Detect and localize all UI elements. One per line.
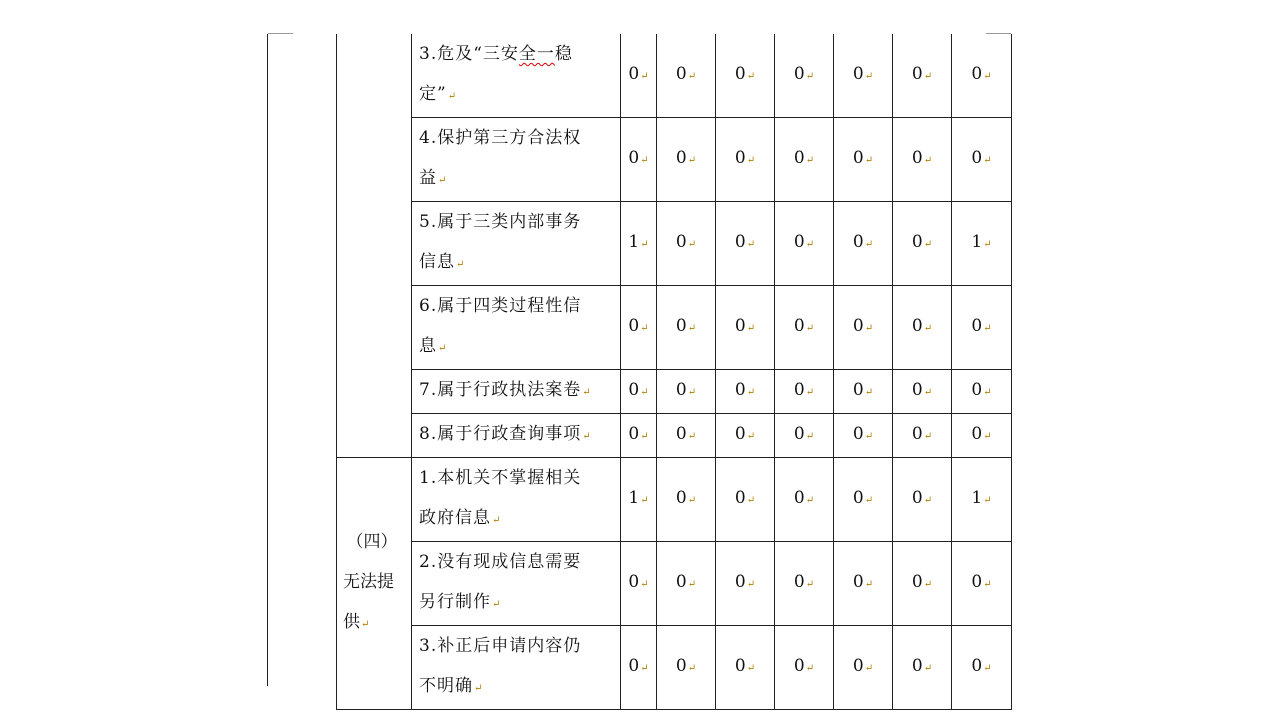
item-label-line1: 4.保护第三方合法权 (419, 128, 582, 148)
value-text: 0 (852, 148, 864, 168)
value-text: 0 (852, 64, 864, 84)
value-text: 0 (734, 656, 746, 676)
paragraph-mark: ↵ (805, 239, 815, 250)
item-label-cell (412, 286, 621, 370)
paragraph-mark: ↵ (805, 663, 815, 674)
paragraph-mark: ↵ (456, 259, 466, 270)
item-label-line2: 政府信息↵ (419, 508, 502, 528)
paragraph-mark: ↵ (923, 239, 933, 250)
paragraph-mark: ↵ (805, 387, 815, 398)
paragraph-mark: ↵ (640, 155, 649, 166)
paragraph-mark: ↵ (640, 431, 649, 442)
value-cell (657, 34, 716, 118)
value-cell (834, 458, 893, 542)
value-text: 0 (628, 572, 640, 592)
value-text: 0 (793, 380, 805, 400)
value-text: 0 (628, 424, 640, 444)
value-cell (775, 542, 834, 626)
value-text: 0 (675, 656, 687, 676)
value-text: 1 (628, 488, 640, 508)
paragraph-mark: ↵ (640, 239, 649, 250)
value-cell (893, 202, 952, 286)
item-label-line1: 8.属于行政查询事项↵ (419, 424, 592, 444)
paragraph-mark: ↵ (687, 239, 697, 250)
value-text: 0 (675, 232, 687, 252)
value-cell (716, 370, 775, 414)
value-cell (893, 626, 952, 710)
paragraph-mark: ↵ (864, 663, 874, 674)
value-cell (657, 286, 716, 370)
value-text: 0 (734, 572, 746, 592)
item-label-line1: 6.属于四类过程性信 (419, 296, 582, 316)
value-text: 0 (911, 232, 923, 252)
value-cell (834, 118, 893, 202)
value-text: 0 (675, 148, 687, 168)
value-text: 0 (971, 316, 983, 336)
paragraph-mark: ↵ (864, 495, 874, 506)
group-cell-continued (337, 34, 412, 458)
value-cell (775, 118, 834, 202)
item-label-cell (412, 458, 621, 542)
table-row (337, 626, 1012, 710)
value-cell (834, 286, 893, 370)
value-text: 0 (675, 488, 687, 508)
paragraph-mark: ↵ (805, 155, 815, 166)
value-text: 0 (911, 148, 923, 168)
value-cell (621, 542, 657, 626)
value-cell (716, 542, 775, 626)
paragraph-mark: ↵ (746, 495, 756, 506)
value-cell (775, 202, 834, 286)
item-label-cell (412, 34, 621, 118)
paragraph-mark: ↵ (983, 431, 992, 442)
value-cell (775, 286, 834, 370)
item-label-cell (412, 626, 621, 710)
value-text: 0 (971, 64, 983, 84)
paragraph-mark: ↵ (864, 323, 874, 334)
value-cell (952, 202, 1012, 286)
value-text: 0 (675, 424, 687, 444)
paragraph-mark: ↵ (438, 343, 448, 354)
value-cell (893, 118, 952, 202)
paragraph-mark: ↵ (923, 579, 933, 590)
value-cell (657, 202, 716, 286)
value-text: 0 (852, 380, 864, 400)
margin-mark-top-left (268, 33, 293, 34)
value-text: 0 (971, 148, 983, 168)
value-cell (775, 414, 834, 458)
value-text: 0 (734, 64, 746, 84)
paragraph-mark: ↵ (687, 323, 697, 334)
item-label-cell (412, 542, 621, 626)
value-cell (775, 370, 834, 414)
value-text: 0 (793, 424, 805, 444)
table-row (337, 286, 1012, 370)
value-text: 0 (911, 316, 923, 336)
value-text: 0 (852, 488, 864, 508)
value-text: 0 (675, 572, 687, 592)
value-cell (657, 458, 716, 542)
value-cell (657, 370, 716, 414)
value-cell (893, 458, 952, 542)
value-text: 0 (971, 572, 983, 592)
paragraph-mark: ↵ (640, 495, 649, 506)
paragraph-mark: ↵ (983, 239, 992, 250)
value-text: 0 (628, 64, 640, 84)
paragraph-mark: ↵ (640, 323, 649, 334)
paragraph-mark: ↵ (746, 663, 756, 674)
table-row (337, 542, 1012, 626)
item-label-line1: 5.属于三类内部事务 (419, 212, 582, 232)
paragraph-mark: ↵ (864, 431, 874, 442)
item-label-line2: 息↵ (419, 336, 448, 356)
value-cell (952, 118, 1012, 202)
value-cell (893, 370, 952, 414)
item-label-line1: 1.本机关不掌握相关 (419, 468, 582, 488)
item-label-line2: 益↵ (419, 168, 448, 188)
value-cell (716, 118, 775, 202)
value-text: 0 (628, 656, 640, 676)
value-text: 0 (734, 232, 746, 252)
item-label-line2: 定”↵ (419, 84, 458, 104)
paragraph-mark: ↵ (983, 387, 992, 398)
value-text: 0 (734, 424, 746, 444)
value-text: 0 (911, 424, 923, 444)
paragraph-mark: ↵ (864, 155, 874, 166)
paragraph-mark: ↵ (805, 71, 815, 82)
paragraph-mark: ↵ (923, 495, 933, 506)
paragraph-mark: ↵ (923, 155, 933, 166)
item-label-line2: 信息↵ (419, 252, 466, 272)
value-text: 0 (793, 148, 805, 168)
value-text: 0 (911, 488, 923, 508)
value-cell (716, 202, 775, 286)
paragraph-mark: ↵ (805, 495, 815, 506)
statistics-table (336, 34, 1012, 710)
value-cell (834, 626, 893, 710)
value-text: 0 (852, 656, 864, 676)
value-cell (775, 626, 834, 710)
group-label-line3: 供↵ (343, 612, 370, 632)
paragraph-mark: ↵ (640, 663, 649, 674)
paragraph-mark: ↵ (746, 579, 756, 590)
paragraph-mark: ↵ (492, 515, 502, 526)
value-text: 0 (734, 380, 746, 400)
value-cell (657, 542, 716, 626)
item-label-line2: 另行制作↵ (419, 592, 502, 612)
item-label-line1: 7.属于行政执法案卷↵ (419, 380, 592, 400)
value-cell (657, 118, 716, 202)
paragraph-mark: ↵ (805, 431, 815, 442)
value-text: 0 (793, 656, 805, 676)
value-text: 0 (628, 316, 640, 336)
value-cell (834, 202, 893, 286)
paragraph-mark: ↵ (640, 387, 649, 398)
paragraph-mark: ↵ (983, 663, 992, 674)
paragraph-mark: ↵ (923, 431, 933, 442)
paragraph-mark: ↵ (983, 71, 992, 82)
value-cell (716, 626, 775, 710)
table-row (337, 458, 1012, 542)
paragraph-mark: ↵ (983, 579, 992, 590)
paragraph-mark: ↵ (864, 71, 874, 82)
paragraph-mark: ↵ (687, 431, 697, 442)
paragraph-mark: ↵ (864, 387, 874, 398)
value-text: 0 (852, 316, 864, 336)
value-text: 0 (675, 380, 687, 400)
group-cell-unable-to-provide (337, 458, 412, 710)
paragraph-mark: ↵ (687, 495, 697, 506)
value-cell (621, 34, 657, 118)
value-text: 0 (852, 572, 864, 592)
value-text: 0 (675, 64, 687, 84)
paragraph-mark: ↵ (864, 239, 874, 250)
paragraph-mark: ↵ (438, 175, 448, 186)
paragraph-mark: ↵ (582, 431, 592, 442)
group-label-line2: 无法提 (343, 572, 394, 592)
item-label-line2: 不明确↵ (419, 676, 484, 696)
paragraph-mark: ↵ (923, 71, 933, 82)
group-label-line1: （四） (346, 532, 398, 552)
paragraph-mark: ↵ (805, 323, 815, 334)
value-cell (716, 458, 775, 542)
item-label-line1: 3.危及“三安全一稳 (419, 44, 573, 64)
item-label-cell (412, 370, 621, 414)
value-text: 0 (852, 424, 864, 444)
paragraph-mark: ↵ (864, 579, 874, 590)
paragraph-mark: ↵ (582, 387, 592, 398)
item-label-line1: 2.没有现成信息需要 (419, 552, 582, 572)
table-row (337, 202, 1012, 286)
spellcheck-underline: 全一 (518, 44, 555, 64)
value-cell (621, 202, 657, 286)
value-text: 1 (971, 488, 983, 508)
value-cell (621, 626, 657, 710)
value-cell (716, 414, 775, 458)
paragraph-mark: ↵ (746, 431, 756, 442)
value-cell (657, 626, 716, 710)
value-text: 0 (675, 316, 687, 336)
group-label (337, 522, 411, 645)
table-row (337, 370, 1012, 414)
paragraph-mark: ↵ (361, 619, 370, 630)
value-cell (716, 286, 775, 370)
paragraph-mark: ↵ (640, 579, 649, 590)
value-cell (893, 414, 952, 458)
paragraph-mark: ↵ (492, 599, 502, 610)
paragraph-mark: ↵ (640, 71, 649, 82)
value-cell (834, 414, 893, 458)
value-text: 0 (911, 656, 923, 676)
value-text: 1 (971, 232, 983, 252)
value-cell (716, 34, 775, 118)
value-cell (657, 414, 716, 458)
value-text: 0 (852, 232, 864, 252)
value-text: 0 (628, 380, 640, 400)
paragraph-mark: ↵ (687, 579, 697, 590)
value-cell (952, 458, 1012, 542)
value-cell (952, 414, 1012, 458)
value-text: 0 (911, 572, 923, 592)
paragraph-mark: ↵ (983, 495, 992, 506)
table-row (337, 34, 1012, 118)
paragraph-mark: ↵ (746, 387, 756, 398)
value-text: 0 (734, 316, 746, 336)
item-label-cell (412, 414, 621, 458)
value-cell (621, 286, 657, 370)
paragraph-mark: ↵ (805, 579, 815, 590)
value-cell (621, 118, 657, 202)
value-text: 0 (734, 148, 746, 168)
value-text: 0 (793, 232, 805, 252)
value-text: 0 (793, 64, 805, 84)
paragraph-mark: ↵ (687, 155, 697, 166)
value-cell (952, 34, 1012, 118)
paragraph-mark: ↵ (447, 91, 458, 102)
paragraph-mark: ↵ (983, 155, 992, 166)
value-cell (893, 34, 952, 118)
value-cell (834, 370, 893, 414)
paragraph-mark: ↵ (687, 663, 697, 674)
value-cell (621, 458, 657, 542)
value-cell (952, 370, 1012, 414)
value-cell (893, 542, 952, 626)
value-cell (834, 542, 893, 626)
value-text: 0 (971, 656, 983, 676)
value-text: 0 (793, 572, 805, 592)
item-label-cell (412, 118, 621, 202)
table-row (337, 118, 1012, 202)
paragraph-mark: ↵ (923, 663, 933, 674)
value-cell (952, 626, 1012, 710)
paragraph-mark: ↵ (983, 323, 992, 334)
paragraph-mark: ↵ (746, 323, 756, 334)
value-cell (775, 34, 834, 118)
paragraph-mark: ↵ (746, 239, 756, 250)
value-cell (621, 414, 657, 458)
paragraph-mark: ↵ (923, 387, 933, 398)
paragraph-mark: ↵ (923, 323, 933, 334)
value-text: 0 (971, 424, 983, 444)
paragraph-mark: ↵ (746, 71, 756, 82)
value-cell (893, 286, 952, 370)
paragraph-mark: ↵ (474, 683, 484, 694)
value-cell (952, 542, 1012, 626)
value-text: 0 (734, 488, 746, 508)
paragraph-mark: ↵ (746, 155, 756, 166)
outer-table-border (267, 34, 268, 686)
value-cell (775, 458, 834, 542)
value-text: 0 (793, 316, 805, 336)
item-label-line1: 3.补正后申请内容仍 (419, 636, 582, 656)
value-text: 1 (628, 232, 640, 252)
table-row (337, 414, 1012, 458)
value-text: 0 (971, 380, 983, 400)
value-text: 0 (793, 488, 805, 508)
value-cell (952, 286, 1012, 370)
value-cell (621, 370, 657, 414)
item-label-cell (412, 202, 621, 286)
value-cell (834, 34, 893, 118)
value-text: 0 (911, 380, 923, 400)
value-text: 0 (911, 64, 923, 84)
paragraph-mark: ↵ (687, 71, 697, 82)
value-text: 0 (628, 148, 640, 168)
paragraph-mark: ↵ (687, 387, 697, 398)
